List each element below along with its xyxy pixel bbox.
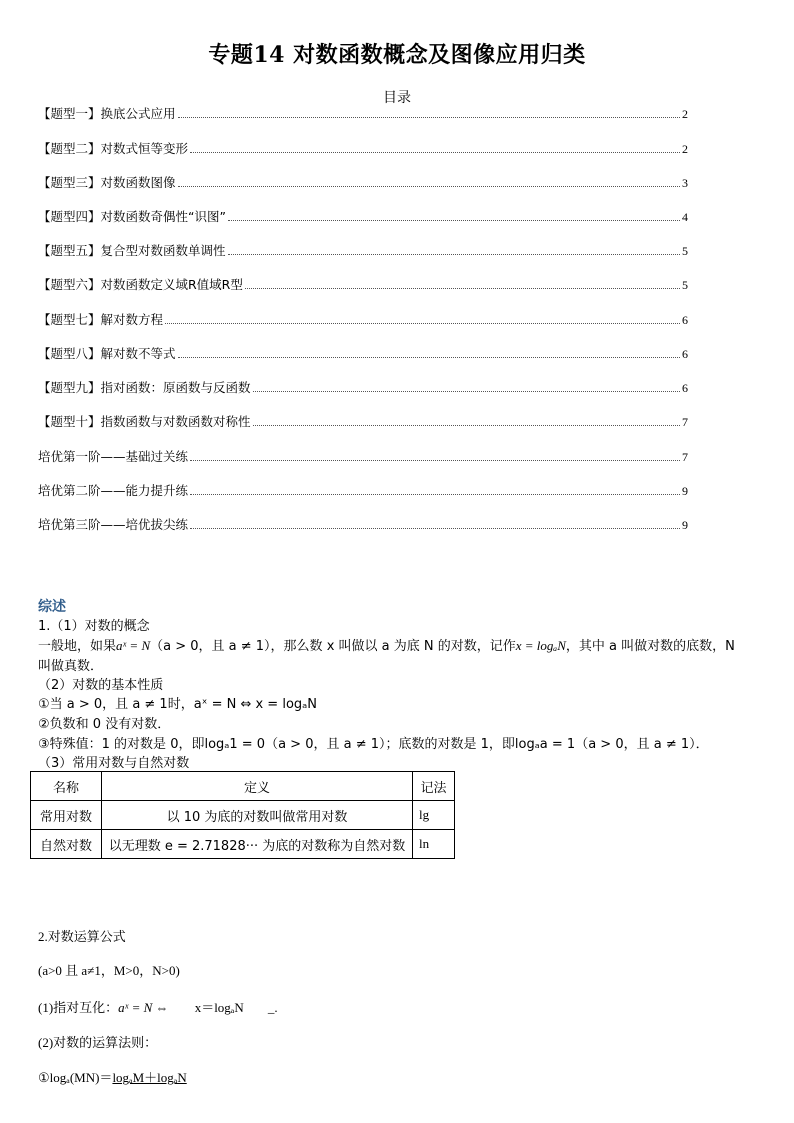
toc-leader-dots bbox=[165, 322, 680, 324]
toc-item-page: 9 bbox=[682, 518, 688, 532]
concept-text-a: 一般地，如果 bbox=[38, 639, 117, 654]
formula-conversion-end: _. bbox=[267, 1000, 278, 1015]
toc-item-label: 【题型十】指数函数与对数函数对称性 bbox=[38, 414, 251, 429]
table-cell: lg bbox=[413, 801, 455, 830]
formula-product-left: ①logₐ(MN)＝ bbox=[38, 1070, 113, 1085]
toc-item-label: 【题型一】换底公式应用 bbox=[38, 106, 176, 121]
toc-leader-dots bbox=[228, 253, 680, 255]
toc-item-label: 培优第三阶——培优拔尖练 bbox=[38, 517, 189, 532]
toc-item-page: 5 bbox=[682, 278, 688, 292]
formula-conversion-eq: aˣ = N ⇔ bbox=[118, 1000, 169, 1015]
log-types-title: （3）常用对数与自然对数 bbox=[38, 756, 190, 771]
toc-item[interactable] bbox=[38, 241, 688, 259]
concept-text-c: ，其中 a 叫做对数的底数，N bbox=[565, 639, 735, 654]
formula-product-rule bbox=[38, 1067, 187, 1086]
toc-leader-dots bbox=[253, 424, 680, 426]
formulas-heading: 2.对数运算公式 bbox=[38, 929, 126, 944]
property-2: ②负数和 0 没有对数． bbox=[38, 717, 171, 732]
toc-item-page: 6 bbox=[682, 347, 688, 361]
toc-item-label: 【题型六】对数函数定义域R值域R型 bbox=[38, 277, 243, 292]
table-row bbox=[31, 830, 455, 859]
toc-leader-dots bbox=[178, 356, 680, 358]
toc-item-label: 【题型八】解对数不等式 bbox=[38, 346, 176, 361]
formula-rules-title: (2)对数的运算法则： bbox=[38, 1035, 158, 1050]
toc-item-page: 2 bbox=[682, 107, 688, 121]
concept-title: 1.（1）对数的概念 bbox=[38, 619, 150, 634]
concept-line bbox=[38, 635, 735, 654]
summary-heading: 综述 bbox=[38, 599, 66, 615]
formula-product-right: logₐM＋logₐN bbox=[112, 1070, 187, 1085]
property-1: ①当 a > 0，且 a ≠ 1时，aˣ = N ⇔ x = logₐN bbox=[38, 697, 317, 712]
toc-leader-dots bbox=[253, 390, 680, 392]
concept-text-d: 叫做真数． bbox=[38, 659, 104, 674]
toc-item[interactable] bbox=[38, 447, 688, 465]
concept-eq1: aˣ = N bbox=[116, 638, 151, 653]
toc-item-page: 7 bbox=[682, 415, 688, 429]
toc-leader-dots bbox=[190, 493, 680, 495]
toc-item-label: 【题型三】对数函数图像 bbox=[38, 175, 176, 190]
property-title: （2）对数的基本性质 bbox=[38, 678, 164, 693]
toc-item-label: 【题型九】指对函数：原函数与反函数 bbox=[38, 380, 251, 395]
toc-item-page: 6 bbox=[682, 381, 688, 395]
table-header: 定义 bbox=[102, 772, 413, 801]
toc-item[interactable] bbox=[38, 275, 688, 293]
table-header-row bbox=[31, 772, 455, 801]
toc-item[interactable] bbox=[38, 310, 688, 328]
formulas-conditions: (a>0 且 a≠1，M>0，N>0) bbox=[38, 963, 180, 978]
toc-item[interactable] bbox=[38, 515, 688, 533]
formula-conversion-result: x＝logₐN bbox=[194, 1000, 244, 1015]
toc-item-label: 【题型五】复合型对数函数单调性 bbox=[38, 243, 226, 258]
toc-item-label: 培优第一阶——基础过关练 bbox=[38, 449, 189, 464]
toc-item-page: 4 bbox=[682, 210, 688, 224]
toc-item-page: 6 bbox=[682, 313, 688, 327]
toc-item-page: 9 bbox=[682, 484, 688, 498]
table-header: 记法 bbox=[413, 772, 455, 801]
toc-leader-dots bbox=[190, 527, 680, 529]
toc-item-page: 7 bbox=[682, 450, 688, 464]
formula-conversion bbox=[38, 997, 278, 1016]
toc-item-page: 2 bbox=[682, 142, 688, 156]
toc-item[interactable] bbox=[38, 378, 688, 396]
table-cell: 以无理数 e = 2.71828··· 为底的对数称为自然对数 bbox=[102, 830, 413, 859]
toc-leader-dots bbox=[178, 116, 680, 118]
toc-item-label: 【题型二】对数式恒等变形 bbox=[38, 141, 189, 156]
table-header: 名称 bbox=[31, 772, 102, 801]
toc-item[interactable] bbox=[38, 207, 688, 225]
toc-leader-dots bbox=[190, 151, 680, 153]
table-cell: ln bbox=[413, 830, 455, 859]
toc-heading: 目录 bbox=[383, 90, 411, 106]
table-cell: 自然对数 bbox=[31, 830, 102, 859]
formula-conversion-label: (1)指对互化： bbox=[38, 1000, 119, 1015]
toc-item[interactable] bbox=[38, 104, 688, 122]
property-3: ③特殊值：1 的对数是 0，即logₐ1 = 0（a > 0，且 a ≠ 1）；底数的对数是 1，即logₐa = 1（a > 0，且 a ≠ 1）． bbox=[38, 737, 709, 752]
toc-item-page: 5 bbox=[682, 244, 688, 258]
concept-eq2: x = logₐN bbox=[515, 638, 566, 653]
toc-item[interactable] bbox=[38, 412, 688, 430]
table-cell: 以 10 为底的对数叫做常用对数 bbox=[102, 801, 413, 830]
toc-leader-dots bbox=[178, 185, 680, 187]
toc-item-label: 【题型四】对数函数奇偶性“识图” bbox=[38, 209, 226, 224]
toc-item-page: 3 bbox=[682, 176, 688, 190]
toc-item-label: 【题型七】解对数方程 bbox=[38, 312, 164, 327]
toc-item-label: 培优第二阶——能力提升练 bbox=[38, 483, 189, 498]
log-definition-table bbox=[30, 771, 455, 859]
table-row bbox=[31, 801, 455, 830]
toc-item[interactable] bbox=[38, 481, 688, 499]
toc-leader-dots bbox=[190, 459, 680, 461]
toc-leader-dots bbox=[245, 287, 680, 289]
table-cell: 常用对数 bbox=[31, 801, 102, 830]
toc-item[interactable] bbox=[38, 344, 688, 362]
toc-item[interactable] bbox=[38, 139, 688, 157]
toc-leader-dots bbox=[228, 219, 680, 221]
toc-item[interactable] bbox=[38, 173, 688, 191]
page-title: 专题14 对数函数概念及图像应用归类 bbox=[208, 42, 586, 68]
concept-text-b: （a > 0，且 a ≠ 1），那么数 x 叫做以 a 为底 N 的对数，记作 bbox=[150, 639, 516, 654]
